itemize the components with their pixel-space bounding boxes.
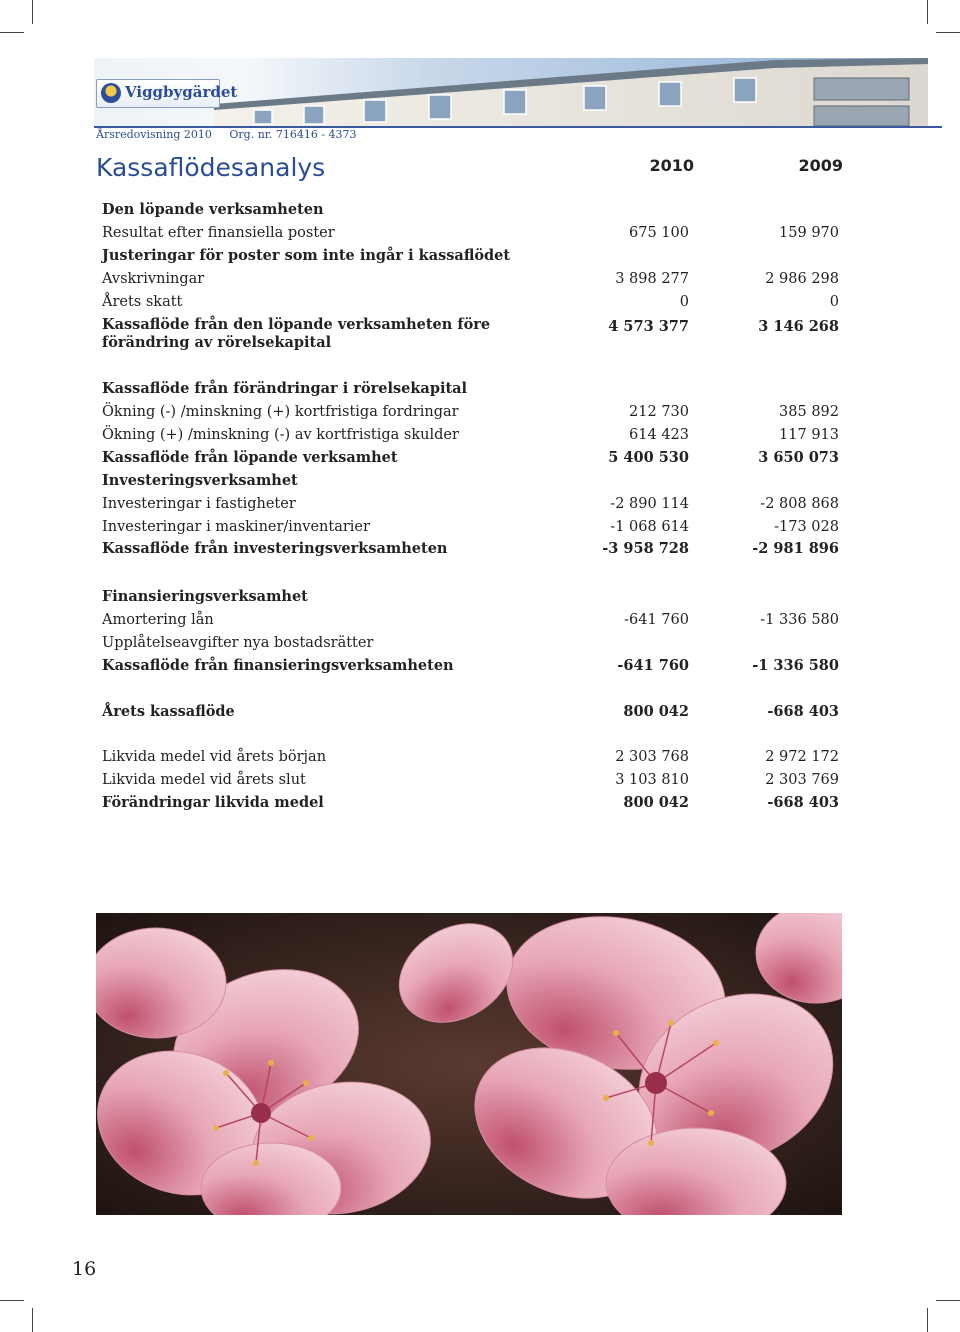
value-2010: -641 760 <box>617 657 689 674</box>
table-row <box>102 655 842 677</box>
value-2009: 159 970 <box>779 225 839 241</box>
table-row <box>102 516 842 538</box>
value-2010: 212 730 <box>629 404 689 420</box>
value-2010: 3 103 810 <box>615 772 689 788</box>
value-2010: 800 042 <box>623 703 689 720</box>
logo-emblem-icon <box>101 83 121 103</box>
table-row <box>102 291 842 313</box>
table-row <box>102 701 842 723</box>
value-2009: -2 981 896 <box>752 540 839 557</box>
crop-mark <box>927 1308 928 1332</box>
table-row <box>102 769 842 791</box>
value-2010: -1 068 614 <box>610 519 689 535</box>
row-label: Årets kassaflöde <box>102 703 235 720</box>
value-2009: -668 403 <box>767 794 839 811</box>
column-header-2010: 2010 <box>649 156 694 175</box>
table-row <box>102 316 842 356</box>
value-2009: 3 146 268 <box>758 318 839 335</box>
value-2009: -1 336 580 <box>760 612 839 628</box>
org-number: Org. nr. 716416 - 4373 <box>229 128 357 141</box>
row-label: Kassaflöde från löpande verksamhet <box>102 449 398 466</box>
table-row <box>102 632 842 654</box>
value-2009: -2 808 868 <box>760 496 839 512</box>
cherry-blossom-photo <box>96 913 842 1215</box>
row-label: Finansieringsverksamhet <box>102 588 308 605</box>
row-label: Resultat efter finansiella poster <box>102 225 335 241</box>
row-label: Kassaflöde från den löpande verksamheten före förändring av rörelsekapital <box>102 316 491 351</box>
row-label: Den löpande verksamheten <box>102 201 324 218</box>
value-2009: 2 972 172 <box>765 749 839 765</box>
crop-mark <box>0 32 24 33</box>
document-title: Årsredovisning 2010 <box>96 128 212 141</box>
crop-mark <box>32 1308 33 1332</box>
value-2010: 4 573 377 <box>608 318 689 335</box>
table-row <box>102 538 842 560</box>
value-2009: -173 028 <box>774 519 839 535</box>
row-label: Kassaflöde från förändringar i rörelsekapital <box>102 380 468 397</box>
table-row <box>102 424 842 446</box>
value-2010: 3 898 277 <box>615 271 689 287</box>
row-label: Investeringar i maskiner/inventarier <box>102 519 370 535</box>
value-2009: 2 303 769 <box>765 772 839 788</box>
row-label: Amortering lån <box>102 612 214 628</box>
value-2010: 675 100 <box>629 225 689 241</box>
table-row <box>102 222 842 244</box>
table-row <box>102 792 842 814</box>
row-label: Kassaflöde från finansieringsverksamheten <box>102 657 454 674</box>
value-2009: 2 986 298 <box>765 271 839 287</box>
document-meta <box>96 128 371 141</box>
table-row <box>102 493 842 515</box>
table-row <box>102 586 842 608</box>
table-row <box>102 470 842 492</box>
table-row <box>102 378 842 400</box>
row-label: Årets skatt <box>102 294 183 310</box>
page-number: 16 <box>72 1258 97 1280</box>
building-photo <box>214 58 928 126</box>
value-2009: -668 403 <box>767 703 839 720</box>
table-row <box>102 268 842 290</box>
value-2010: 0 <box>679 294 689 310</box>
crop-mark <box>32 0 33 24</box>
row-label: Kassaflöde från investeringsverksamheten <box>102 540 448 557</box>
table-row <box>102 199 842 221</box>
crop-mark <box>0 1300 24 1301</box>
row-label: Investeringar i fastigheter <box>102 496 296 512</box>
row-label: Likvida medel vid årets början <box>102 749 327 765</box>
value-2010: -641 760 <box>624 612 689 628</box>
table-row <box>102 245 842 267</box>
value-2009: 0 <box>829 294 839 310</box>
page-title: Kassaflödesanalys <box>96 153 326 182</box>
row-label: Ökning (+) /minskning (-) av kortfristiga skulder <box>102 427 459 443</box>
table-row <box>102 746 842 768</box>
value-2010: -3 958 728 <box>602 540 689 557</box>
crop-mark <box>936 1300 960 1301</box>
row-label: Upplåtelseavgifter nya bostadsrätter <box>102 635 374 651</box>
value-2009: 3 650 073 <box>758 449 839 466</box>
table-row <box>102 447 842 469</box>
value-2010: 614 423 <box>629 427 689 443</box>
crop-mark <box>936 32 960 33</box>
row-label: Ökning (-) /minskning (+) kortfristiga fordringar <box>102 404 459 420</box>
row-label: Avskrivningar <box>102 271 205 287</box>
table-row <box>102 401 842 423</box>
value-2010: -2 890 114 <box>610 496 689 512</box>
column-header-2009: 2009 <box>798 156 843 175</box>
value-2010: 2 303 768 <box>615 749 689 765</box>
row-label: Likvida medel vid årets slut <box>102 772 306 788</box>
value-2009: 385 892 <box>779 404 839 420</box>
crop-mark <box>927 0 928 24</box>
value-2009: -1 336 580 <box>752 657 839 674</box>
value-2010: 5 400 530 <box>608 449 689 466</box>
logo <box>96 79 238 108</box>
row-label: Justeringar för poster som inte ingår i kassaflödet <box>102 247 511 264</box>
row-label: Investeringsverksamhet <box>102 472 298 489</box>
logo-text: Viggbygärdet <box>125 83 238 101</box>
table-row <box>102 609 842 631</box>
value-2010: 800 042 <box>623 794 689 811</box>
value-2009: 117 913 <box>779 427 839 443</box>
row-label: Förändringar likvida medel <box>102 794 324 811</box>
